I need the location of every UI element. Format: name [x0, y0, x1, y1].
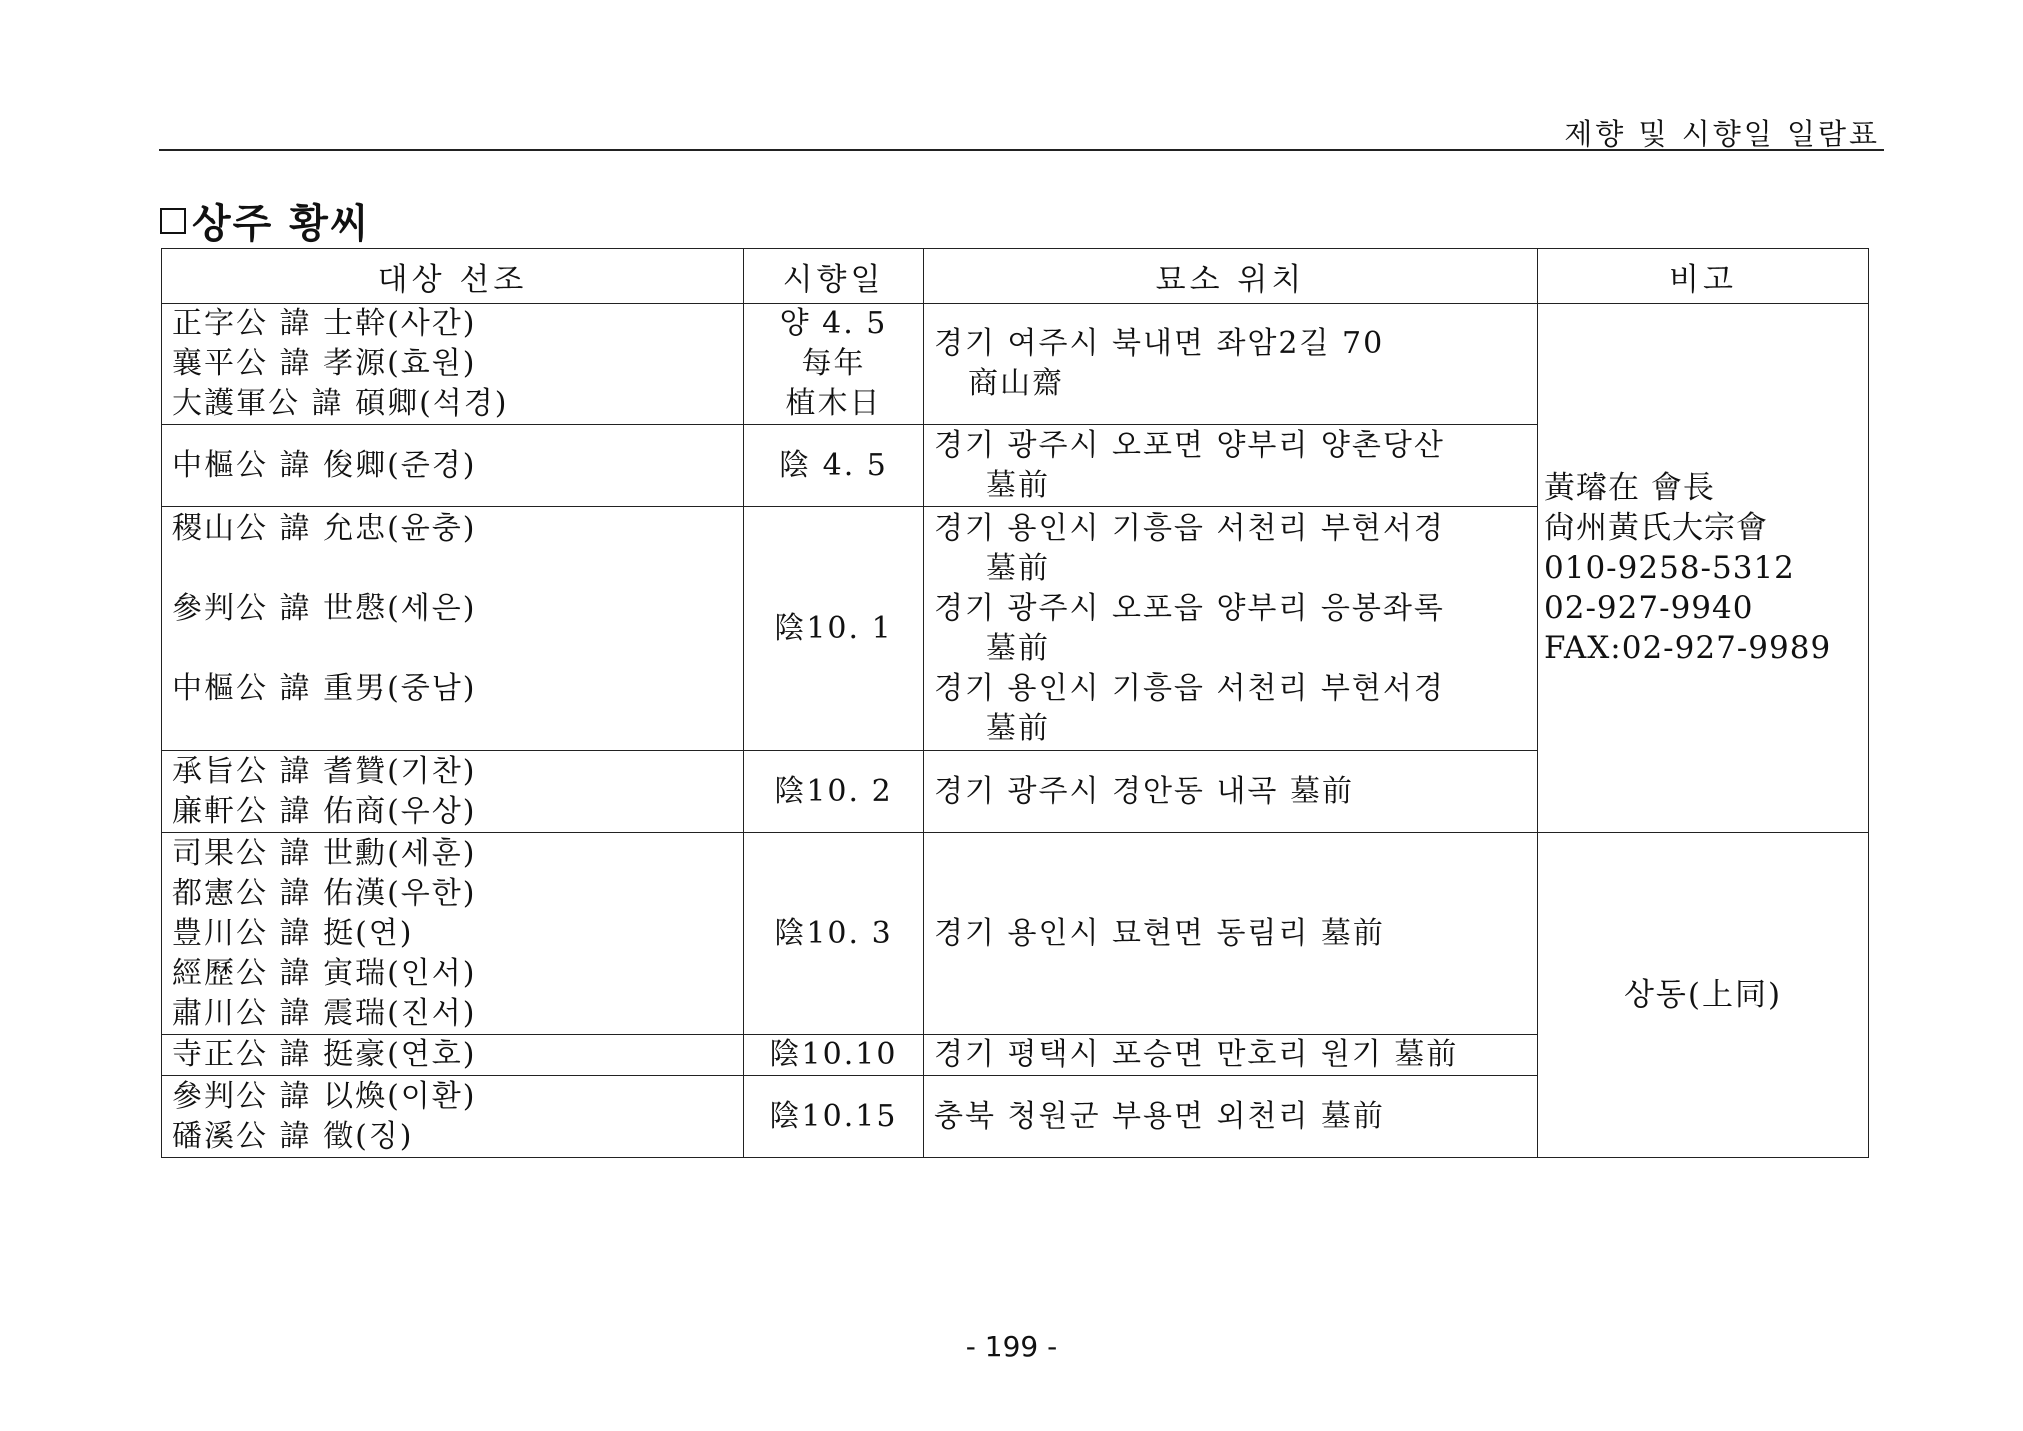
- ancestor-cell: [162, 833, 744, 1035]
- date-text: 每年: [801, 346, 866, 381]
- location-text: 충북 청원군 부용면 외천리 墓前: [934, 1098, 1385, 1134]
- location-text: 墓前: [986, 711, 1050, 746]
- ancestor-name: 稷山公 諱 允忠(윤충): [172, 511, 477, 546]
- location-cell: [924, 1076, 1538, 1158]
- ancestor-name: 都憲公 諱 佑漢(우한): [172, 875, 477, 911]
- running-header: 제향 및 시향일 일람표: [1564, 117, 1880, 151]
- memorial-schedule-table: [161, 248, 1869, 1158]
- table-row: [162, 833, 1869, 1035]
- ancestor-cell: [162, 304, 744, 425]
- date-cell: [744, 425, 924, 507]
- checkbox-icon: [160, 208, 186, 234]
- note-cell: [1538, 833, 1869, 1158]
- location-cell: [924, 1035, 1538, 1076]
- location-text: 경기 용인시 기흥읍 서천리 부현서경: [934, 671, 1445, 706]
- note-text: FAX:02-927-9989: [1544, 630, 1832, 666]
- location-text: 경기 광주시 경안동 내곡 墓前: [934, 773, 1354, 809]
- ancestor-cell: [162, 1076, 744, 1158]
- location-text: 墓前: [986, 467, 1050, 503]
- header-rule: [159, 149, 1884, 151]
- section-title-text: 상주 황씨: [192, 201, 371, 247]
- note-text: 010-9258-5312: [1544, 550, 1795, 586]
- ancestor-name: 正字公 諱 士幹(사간): [172, 306, 477, 341]
- date-text: 陰10. 2: [774, 773, 893, 809]
- location-text: 경기 용인시 기흥읍 서천리 부현서경: [934, 511, 1445, 546]
- note-text: 상동(上同): [1623, 977, 1783, 1013]
- ancestor-name: 大護軍公 諱 碩卿(석경): [172, 386, 509, 421]
- date-cell: [744, 304, 924, 425]
- ancestor-name: 參判公 諱 世慇(세은): [172, 591, 477, 626]
- ancestor-cell: [162, 1035, 744, 1076]
- column-header: 묘소 위치: [924, 249, 1538, 304]
- ancestor-name: 磻溪公 諱 徵(징): [172, 1118, 414, 1154]
- date-cell: [744, 1035, 924, 1076]
- location-text: 墓前: [986, 551, 1050, 586]
- column-header: 시향일: [744, 249, 924, 304]
- ancestor-cell: [162, 751, 744, 833]
- location-text: 경기 광주시 오포읍 양부리 응봉좌록: [934, 591, 1445, 626]
- location-text: 商山齋: [968, 366, 1064, 401]
- date-text: 陰10. 1: [774, 610, 893, 646]
- ancestor-name: 襄平公 諱 孝源(효원): [172, 346, 477, 381]
- date-cell: [744, 1076, 924, 1158]
- ancestor-cell: [162, 507, 744, 751]
- ancestor-name: 廉軒公 諱 佑商(우상): [172, 793, 477, 829]
- ancestor-name: 司果公 諱 世勳(세훈): [172, 835, 477, 871]
- location-text: 경기 여주시 북내면 좌암2길 70: [934, 326, 1385, 361]
- location-cell: [924, 507, 1538, 751]
- date-text: 陰 4. 5: [779, 447, 888, 483]
- ancestor-cell: [162, 425, 744, 507]
- page-number: - 199 -: [965, 1330, 1058, 1363]
- table-row: [162, 304, 1869, 425]
- location-cell: [924, 751, 1538, 833]
- ancestor-name: 豊川公 諱 挺(연): [172, 915, 414, 951]
- note-text: 黃璿在 會長: [1544, 470, 1715, 506]
- date-text: 양 4. 5: [779, 306, 888, 341]
- location-cell: [924, 304, 1538, 425]
- column-header: 대상 선조: [162, 249, 744, 304]
- note-cell: [1538, 304, 1869, 833]
- location-text: 墓前: [986, 631, 1050, 666]
- date-text: 陰10.15: [769, 1098, 898, 1134]
- note-text: 02-927-9940: [1544, 590, 1754, 626]
- date-text: 植木日: [785, 386, 882, 421]
- date-text: 陰10. 3: [774, 915, 893, 951]
- date-text: 陰10.10: [769, 1037, 898, 1072]
- ancestor-name: 肅川公 諱 震瑞(진서): [172, 995, 477, 1031]
- ancestor-name: 中樞公 諱 重男(중남): [172, 671, 477, 706]
- ancestor-name: 經歷公 諱 寅瑞(인서): [172, 955, 477, 991]
- section-title: [160, 192, 371, 249]
- date-cell: [744, 833, 924, 1035]
- ancestor-name: 中樞公 諱 俊卿(준경): [172, 447, 477, 483]
- ancestor-name: 寺正公 諱 挺豪(연호): [172, 1037, 477, 1072]
- table-header-row: [162, 249, 1869, 304]
- ancestor-name: 參判公 諱 以煥(이환): [172, 1078, 477, 1114]
- location-text: 경기 용인시 묘현면 동림리 墓前: [934, 915, 1385, 951]
- column-header: 비고: [1538, 249, 1869, 304]
- note-text: 尙州黃氏大宗會: [1544, 510, 1768, 546]
- location-text: 경기 광주시 오포면 양부리 양촌당산: [934, 427, 1445, 463]
- date-cell: [744, 751, 924, 833]
- ancestor-name: 承旨公 諱 耆贊(기찬): [172, 753, 477, 789]
- location-text: 경기 평택시 포승면 만호리 원기 墓前: [934, 1037, 1459, 1072]
- location-cell: [924, 833, 1538, 1035]
- date-cell: [744, 507, 924, 751]
- location-cell: [924, 425, 1538, 507]
